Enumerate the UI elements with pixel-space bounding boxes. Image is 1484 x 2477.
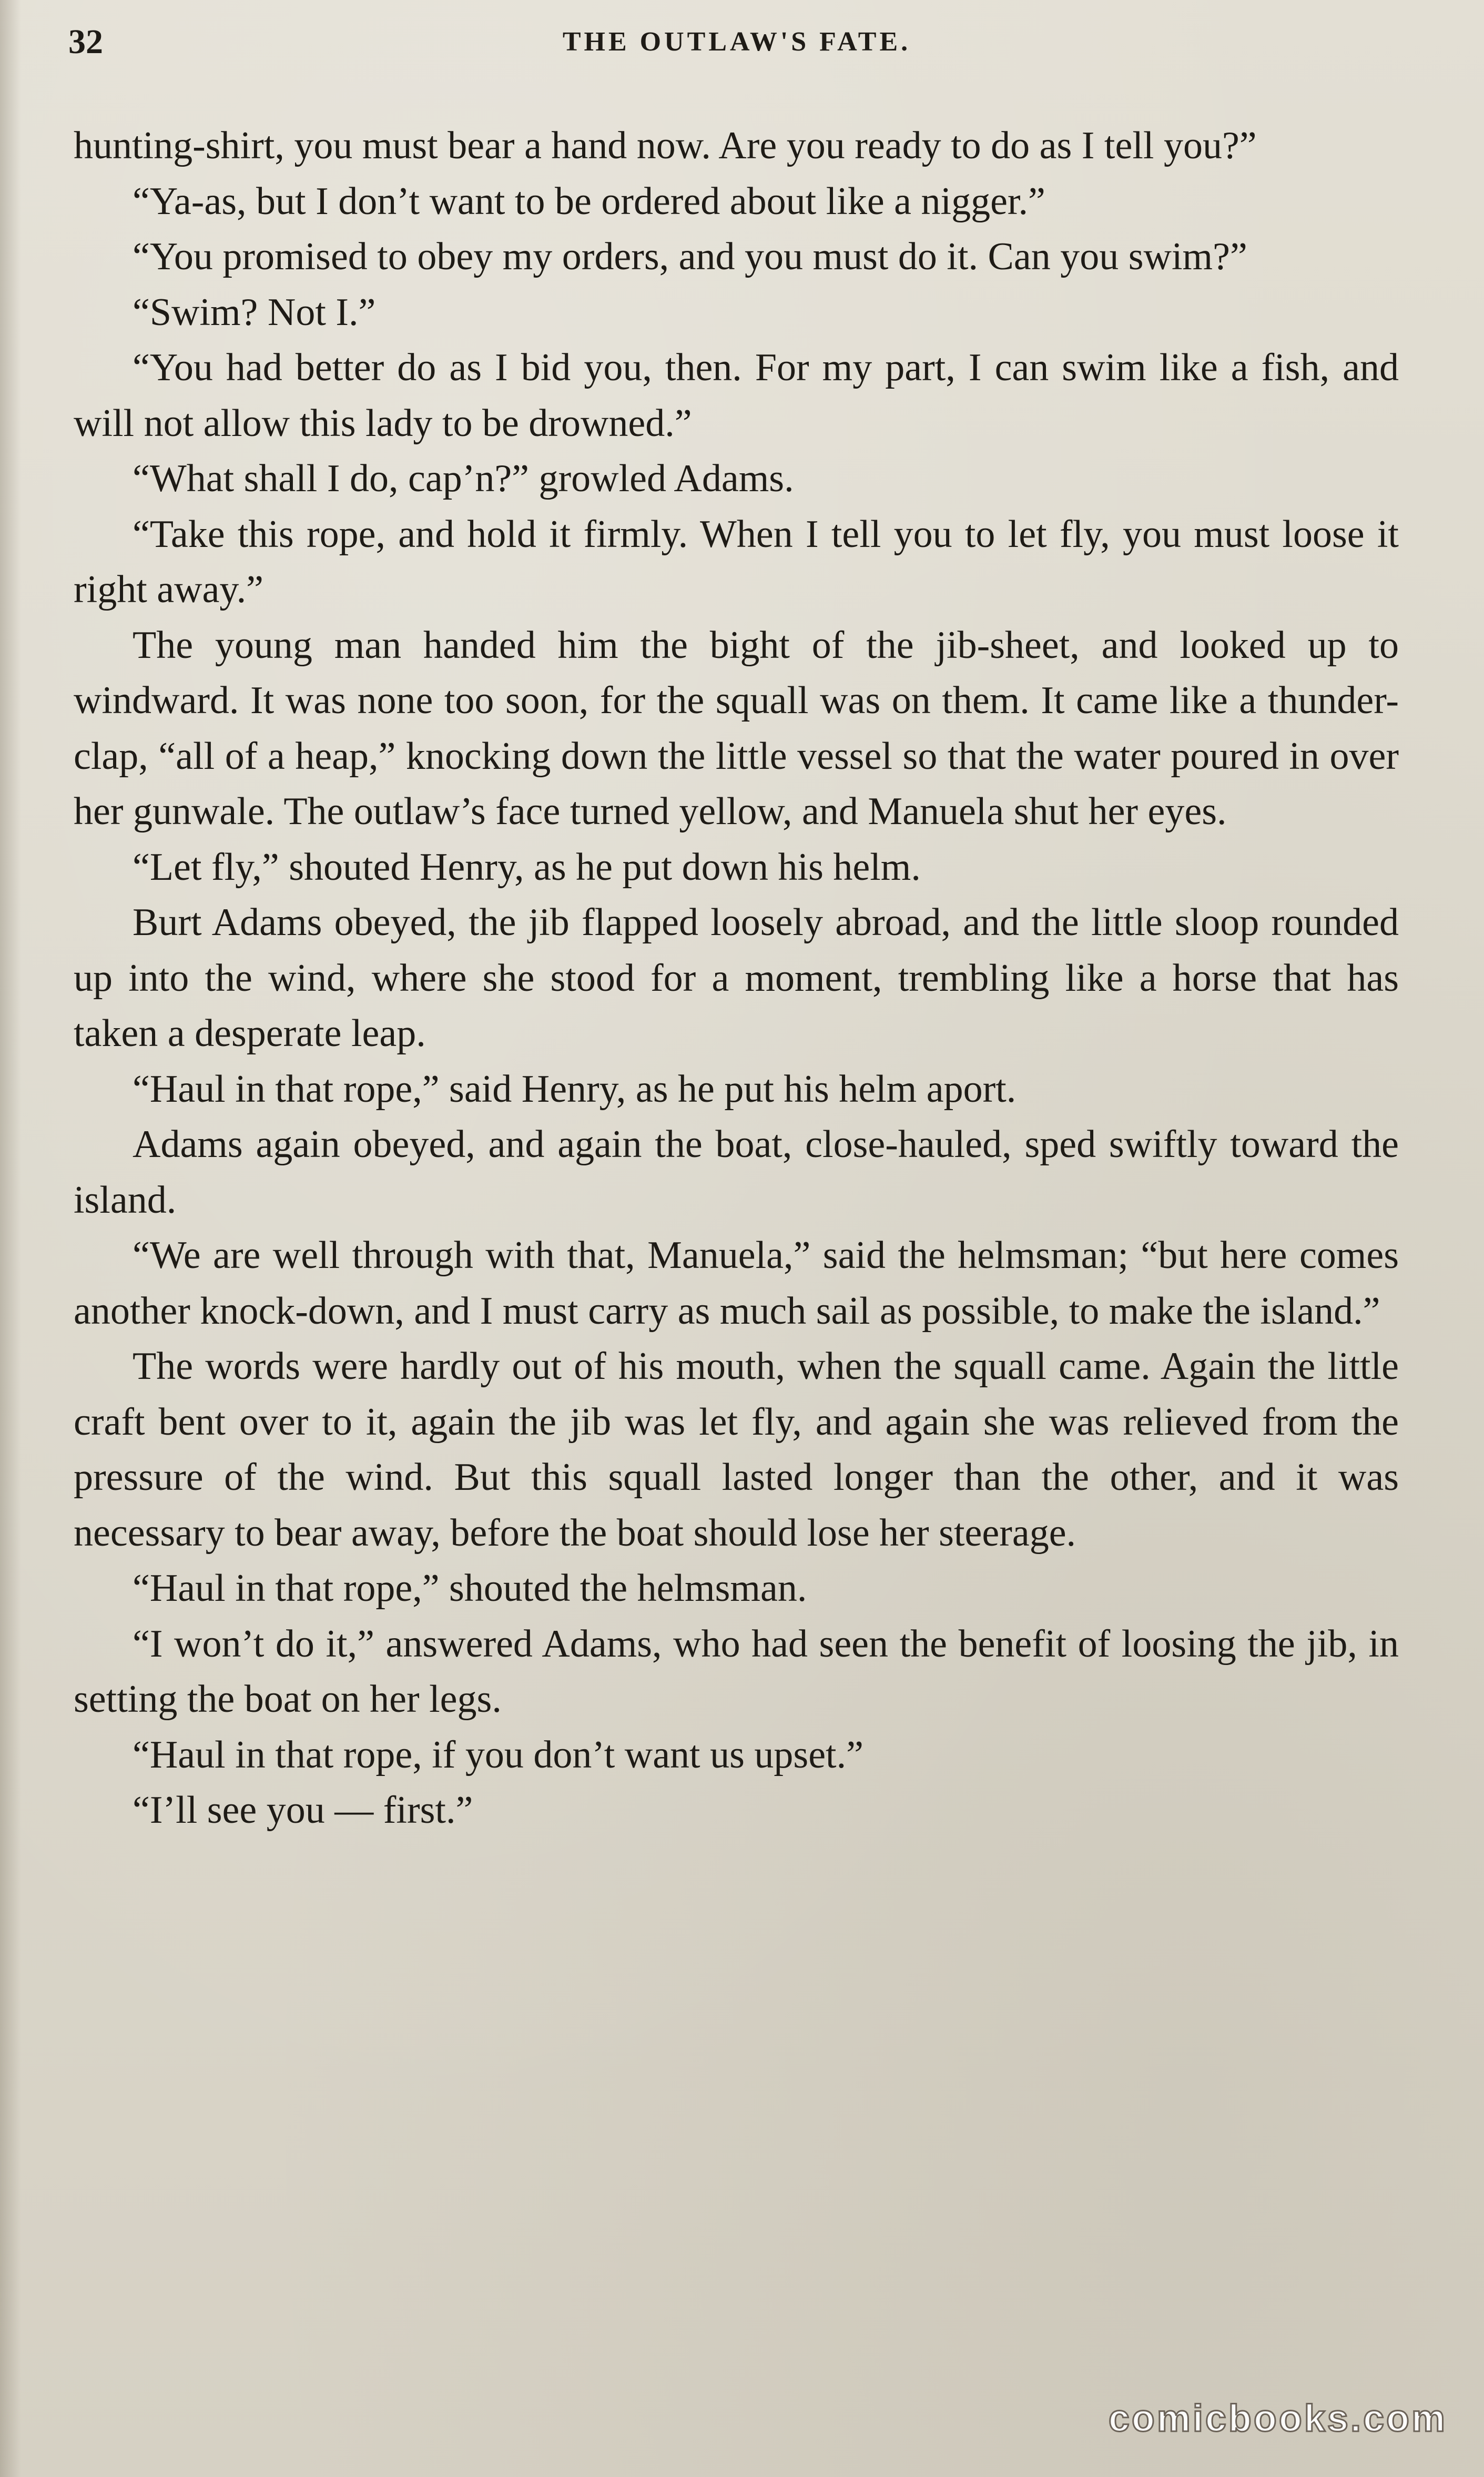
paragraph: The words were hardly out of his mouth, when the squall came. Again the little craft bent over to it, again the jib was let fly, and again she was relieved from the pressure of the wind. But this squall lasted longer than the other, and it was necessary to bear away, before the boat should lose her steerage.: [74, 1345, 1399, 1555]
paragraph: Adams again obeyed, and again the boat, close-hauled, sped swiftly toward the island.: [74, 1123, 1399, 1222]
running-head: [68, 18, 1405, 66]
paragraph: hunting-shirt, you must bear a hand now. Are you ready to do as I tell you?”: [74, 124, 1257, 167]
paragraph: “You had better do as I bid you, then. For my part, I can swim like a fish, and will not allow this lady to be drowned.”: [74, 346, 1399, 445]
paragraph: “What shall I do, cap’n?” growled Adams.: [133, 457, 794, 500]
paragraph: Burt Adams obeyed, the jib flapped loosely abroad, and the little sloop rounded up into the wind, where she stood for a moment, trembling like a horse that has taken a desperate leap.: [74, 901, 1399, 1055]
paragraph: “I’ll see you — first.”: [133, 1789, 473, 1832]
watermark: comicbooks.com: [1108, 2398, 1447, 2440]
paragraph: “We are well through with that, Manuela,” said the helmsman; “but here comes another knock-down, and I must carry as much sail as possible, to make the island.”: [74, 1234, 1399, 1333]
body-text: [74, 118, 1399, 1839]
paragraph: “Swim? Not I.”: [133, 290, 376, 334]
running-title: THE OUTLAW'S FATE.: [562, 27, 911, 57]
paragraph: “Let fly,” shouted Henry, as he put down his helm.: [133, 845, 921, 889]
paragraph: “Take this rope, and hold it firmly. When I tell you to let fly, you must loose it right away.”: [74, 512, 1399, 611]
paragraph: “Haul in that rope,” shouted the helmsman.: [133, 1567, 807, 1610]
paragraph: “Haul in that rope,” said Henry, as he put his helm aport.: [133, 1067, 1017, 1111]
page-number: 32: [68, 23, 103, 61]
paragraph: The young man handed him the bight of the jib-sheet, and looked up to windward. It was none too soon, for the squall was on them. It came like a thunder-clap, “all of a heap,” knocking down the little vessel so that the water poured in over her gunwale. The outlaw’s face turned yellow, and Manuela shut her eyes.: [74, 623, 1399, 833]
paragraph: “You promised to obey my orders, and you must do it. Can you swim?”: [133, 235, 1247, 278]
paragraph: “Ya-as, but I don’t want to be ordered about like a nigger.”: [133, 179, 1045, 223]
paragraph: “I won’t do it,” answered Adams, who had seen the benefit of loosing the jib, in setting the boat on her legs.: [74, 1622, 1399, 1721]
paragraph: “Haul in that rope, if you don’t want us upset.”: [133, 1733, 863, 1776]
